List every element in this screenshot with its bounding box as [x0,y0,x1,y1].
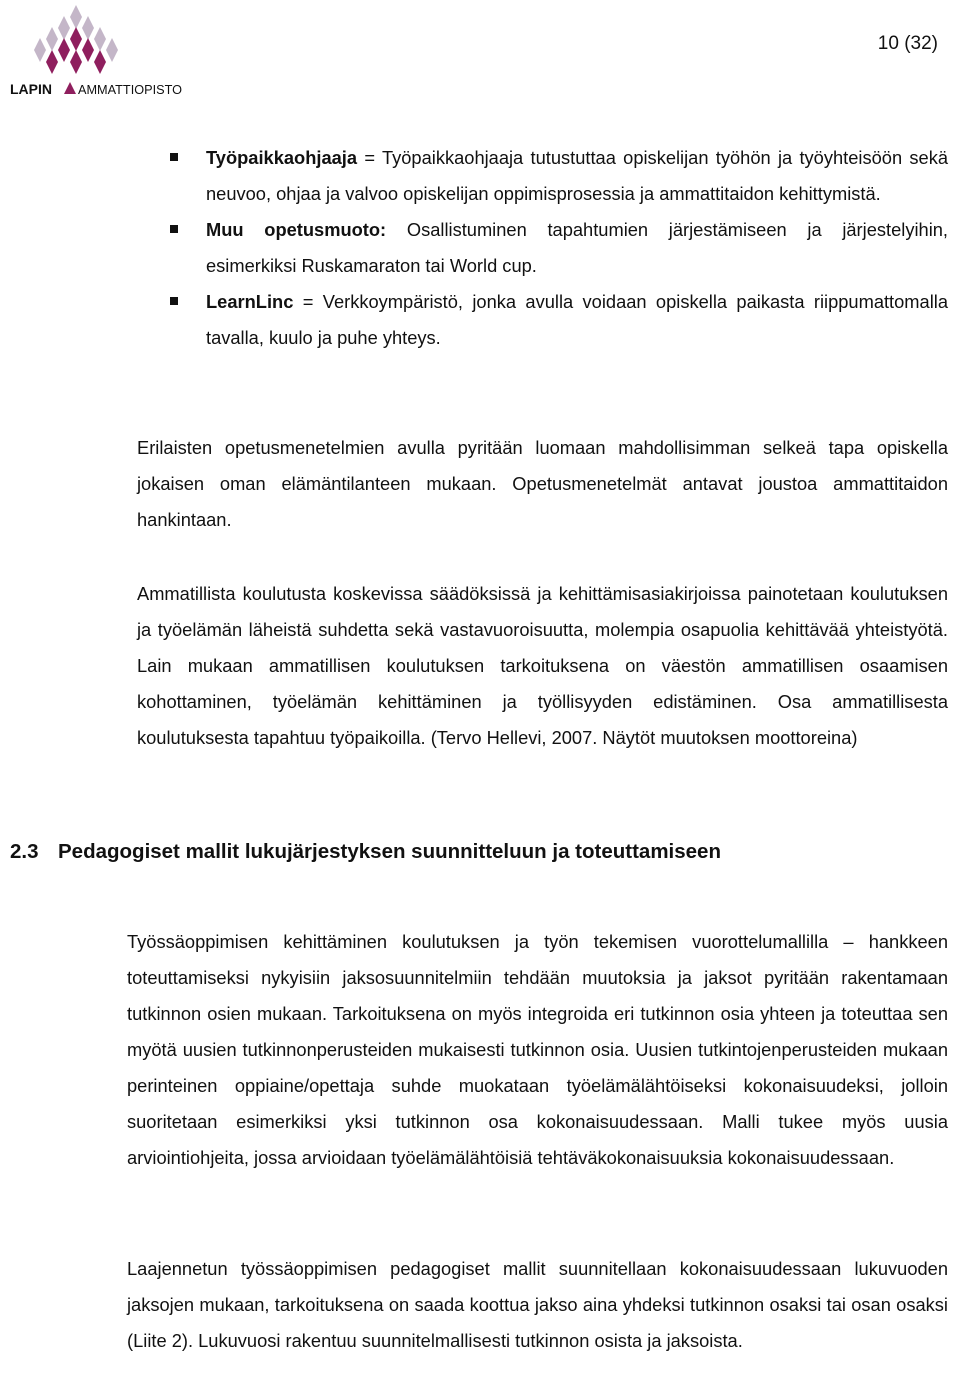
list-item [170,284,948,356]
list-item [170,140,948,212]
bullet-square-icon [170,153,178,161]
logo-word-lapin: LAPIN [10,81,52,97]
bullet-text: = Verkkoympäristö, jonka avulla voidaan opiskella paikasta riippumattomalla tavalla, kuulo ja puhe yhteys. [206,291,948,348]
paragraph: Erilaisten opetusmenetelmien avulla pyritään luomaan mahdollisimman selkeä tapa opiskella jokaisen oman elämäntilanteen mukaan. Opetusmenetelmät antavat joustoa ammattitaidon hankintaan. [137,437,948,530]
paragraph: Laajennetun työssäoppimisen pedagogiset mallit suunnitellaan kokonaisuudessaan lukuvuoden jaksojen mukaan, tarkoituksena on saada koottua jakso aina yhdeksi tutkinnon osaksi tai osan osaksi (Liite 2). Lukuvuosi rakentuu suunnitelmallisesti tutkinnon osista ja jaksoista. [127,1258,948,1351]
list-item [170,212,948,284]
paragraph: Työssäoppimisen kehittäminen koulutuksen ja työn tekemisen vuorottelumallilla – hankkeen toteuttamiseksi nykyisiin jaksosuunnitelmiin tehdään muutoksia ja jaksot pyritään rakentamaan tutkinnon osien mukaan. Tarkoituksena on myös integroida eri tutkinnon osia yhteen ja toteuttaa sen myötä uusien tutkinnonperusteiden mukaisesti tutkinnon osia. Uusien tutkintojenperusteiden mukaan perinteinen oppiaine/opettaja suhde muokataan työelämälähtöiseksi kokonaisuudeksi, jolloin suoritetaan esimerkiksi yksi tutkinnon osa kokonaisuudessaan. Malli tukee myös uusia arviointiohjeita, jossa arvioidaan työelämälähtöisiä tehtäväkokonaisuuksia kokonaisuudessaan. [127,931,948,1168]
bullet-text: = Työpaikkaohjaaja tutustuttaa opiskelijan työhön ja työyhteisöön sekä neuvoo, ohjaa ja valvoo opiskelijan oppimisprosessia ja ammattitaidon kehittymistä. [206,147,948,204]
lapin-ammattiopisto-logo [8,2,184,98]
bullet-square-icon [170,297,178,305]
section-heading [10,840,721,864]
bullet-square-icon [170,225,178,233]
bullet-term: Muu opetusmuoto: [206,219,387,240]
logo-emblem [34,5,118,74]
paragraph: Ammatillista koulutusta koskevissa säädöksissä ja kehittämisasiakirjoissa painotetaan koulutuksen ja työelämän läheistä suhdetta sekä vastavuoroisuutta, molempia osapuolia kehittävää yhteistyötä. Lain mukaan ammatillisen koulutuksen tarkoituksena on väestön ammatillisen osaamisen kohottaminen, työelämän kehittäminen ja työllisyyden edistäminen. Osa ammatillisesta koulutuksesta tapahtuu työpaikoilla. (Tervo Hellevi, 2007. Näytöt muutoksen moottoreina) [137,583,948,748]
logo-word-ammattiopisto: AMMATTIOPISTO [78,83,183,97]
page-number: 10 (32) [877,33,938,54]
section-title: Pedagogiset mallit lukujärjestyksen suunnitteluun ja toteuttamiseen [58,840,721,863]
bullet-term: LearnLinc [206,291,294,312]
bullet-term: Työpaikkaohjaaja [206,147,358,168]
bullet-list [170,140,948,356]
section-number: 2.3 [10,840,39,863]
bullet-text: Osallistuminen tapahtumien järjestämiseen ja järjestelyihin, esimerkiksi Ruskamaraton tai World cup. [206,219,948,276]
